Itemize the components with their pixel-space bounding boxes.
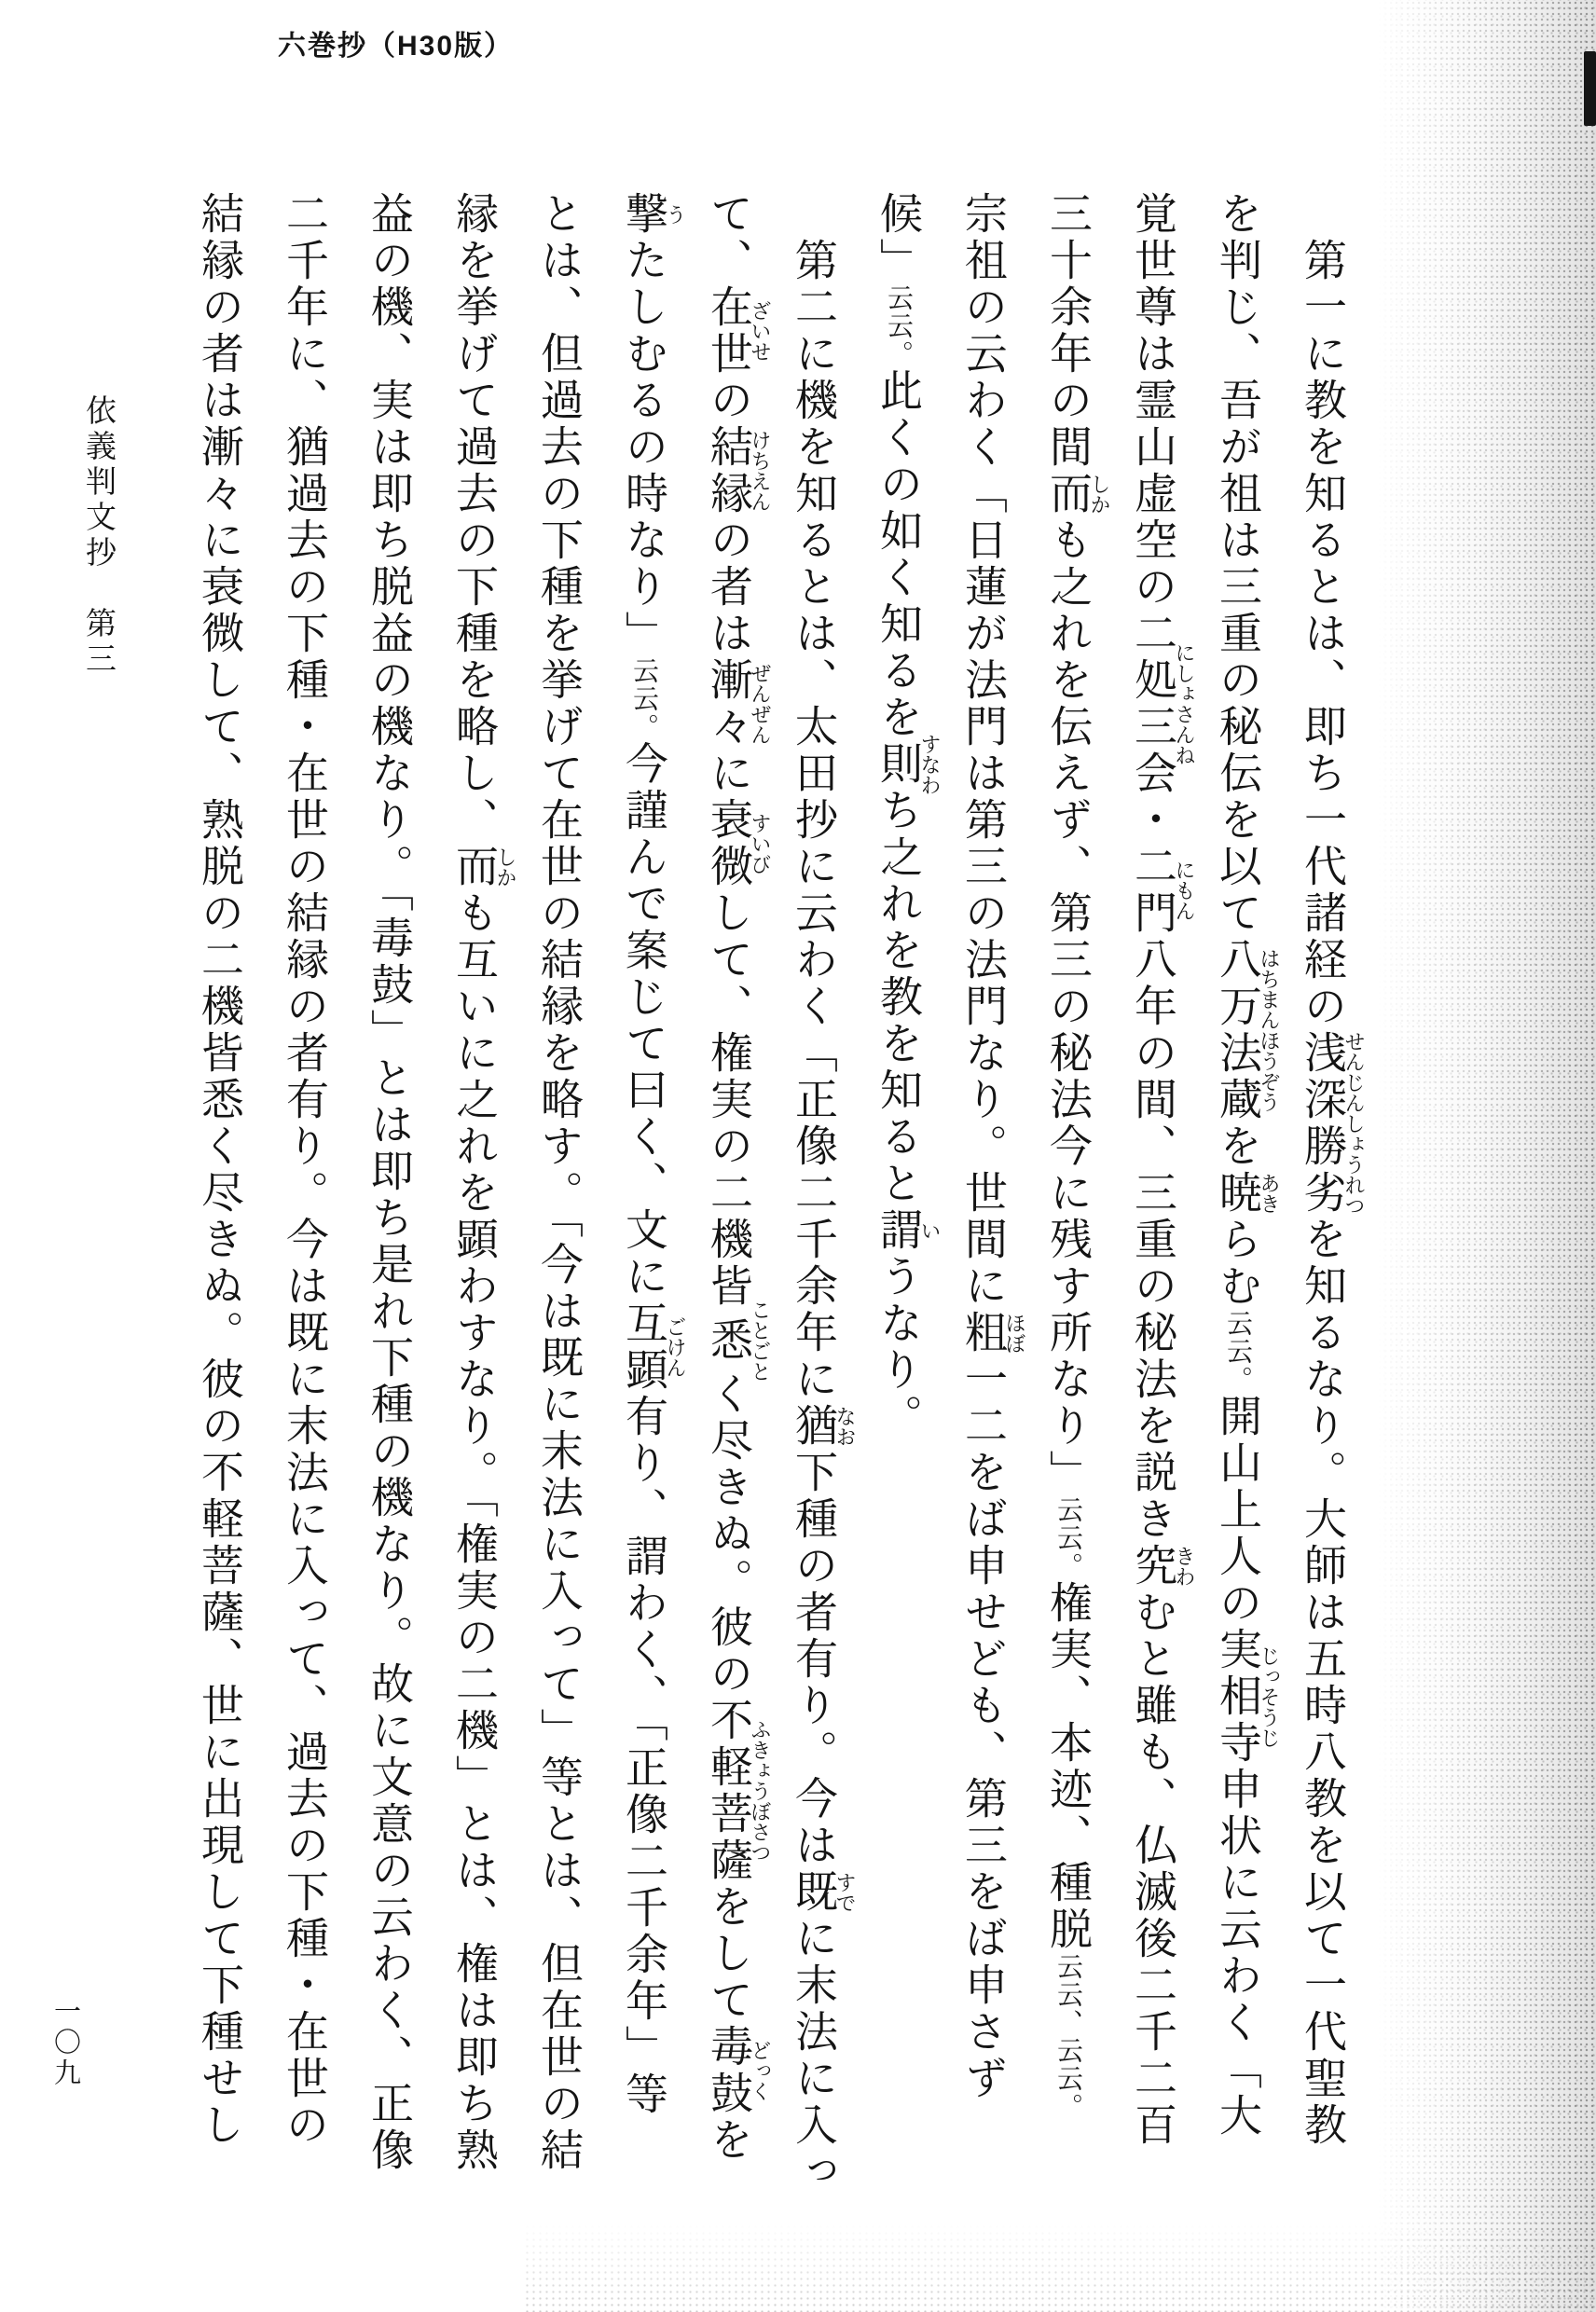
- ruby-annotation: ぜんぜん: [749, 657, 772, 750]
- text-run: うなり。: [874, 1254, 922, 1440]
- text-run: を判じ、吾が祖は三重の秘伝を以て: [1214, 191, 1261, 937]
- ruby-term: 漸々ぜんぜん: [705, 657, 772, 750]
- text-columns: [168, 191, 1365, 2256]
- text-column: [1280, 191, 1365, 2256]
- scan-artifact-black-mark: [1584, 51, 1596, 126]
- ruby-term: 毒鼓どっく: [705, 2024, 772, 2117]
- ruby-term: 不軽菩薩ふきょうぼさつ: [705, 1698, 772, 1884]
- ruby-annotation: すで: [833, 1869, 857, 1916]
- page-number: 一〇九: [50, 1997, 80, 2089]
- text-column: [347, 191, 432, 2256]
- ruby-annotation: い: [918, 1207, 942, 1254]
- text-run: ・: [1129, 797, 1176, 844]
- text-run: むと雖も、仏滅後二千二百: [1129, 1590, 1176, 2149]
- text-run: て、: [705, 191, 752, 284]
- ruby-annotation: じっそうじ: [1258, 1627, 1281, 1767]
- text-run: に: [705, 750, 752, 797]
- text-column: [177, 191, 262, 2256]
- ruby-annotation: しか: [494, 844, 517, 890]
- ruby-term: 謂い: [874, 1207, 942, 1254]
- ruby-term: 実相寺じっそうじ: [1214, 1627, 1281, 1767]
- text-run: 申状に云わく「大: [1214, 1767, 1261, 2140]
- text-run: も之れを伝えず、第三の秘法今に残す所なり」: [1044, 517, 1092, 1496]
- ruby-term: 暁あき: [1214, 1170, 1281, 1217]
- text-run: 此くの如く知るを: [874, 368, 922, 741]
- ruby-annotation: せんじんしょうれつ: [1342, 1030, 1366, 1217]
- text-run: をして: [705, 1884, 752, 2024]
- text-column: [686, 191, 771, 2256]
- ruby-annotation: しか: [1088, 471, 1111, 517]
- text-run: 結縁の者は漸々に衰微して、熟脱の二機皆悉く尽きぬ。彼の不軽菩薩、世に出現して下種せし: [196, 191, 243, 2149]
- text-run: ち之れを教を知ると: [874, 788, 922, 1207]
- ruby-annotation: けちえん: [749, 424, 772, 517]
- text-run: く尽きぬ。彼の: [705, 1371, 752, 1698]
- text-run: 下種の者有り。今は: [790, 1450, 837, 1869]
- small-note: 云云。: [884, 284, 913, 368]
- ruby-term: 而しか: [450, 844, 517, 890]
- small-note: 云云。: [629, 657, 658, 741]
- text-run: 候」: [874, 191, 922, 284]
- ruby-term: 既すで: [790, 1869, 857, 1916]
- text-column: [1195, 191, 1280, 2256]
- ruby-term: 而しか: [1044, 471, 1111, 517]
- text-run: 有り、謂わく、「正像二千余年」等: [620, 1394, 667, 2118]
- ruby-annotation: はちまんほうぞう: [1258, 937, 1281, 1123]
- text-column: [1025, 191, 1110, 2256]
- text-run: も互いに之れを顕わすなり。「権実の二機」とは、権は即ち熟: [450, 890, 498, 2174]
- text-run: を: [1214, 1123, 1261, 1170]
- text-run: 一二をば申せども、第三をば申さず: [959, 1356, 1007, 2102]
- ruby-term: 則すなわ: [874, 734, 942, 795]
- ruby-annotation: なお: [833, 1403, 857, 1450]
- text-column: [856, 191, 941, 2256]
- ruby-annotation: あき: [1258, 1170, 1281, 1217]
- ruby-term: 互顕ごけん: [620, 1300, 687, 1394]
- text-column: [1110, 191, 1195, 2256]
- text-run: たしむるの時なり」: [620, 238, 667, 657]
- ruby-annotation: ふきょうぼさつ: [749, 1698, 772, 1884]
- ruby-annotation: う: [664, 191, 687, 238]
- text-run: の者は: [705, 517, 752, 657]
- text-column: [516, 191, 601, 2256]
- text-run: を: [705, 2117, 752, 2164]
- ruby-term: 衰微すいび: [705, 797, 772, 890]
- page-header: 六巻抄（H30版）: [278, 31, 515, 62]
- text-run: 二千年に、猶過去の下種・在世の結縁の者有り。今は既に末法に入って、過去の下種・在世の: [281, 191, 328, 2149]
- text-run: 縁を挙げて過去の下種を略し、: [450, 191, 498, 844]
- small-note: 云云。: [1223, 1310, 1252, 1394]
- ruby-annotation: すいび: [749, 797, 772, 890]
- text-column: [432, 191, 516, 2256]
- small-note: 云云、云云。: [1053, 1953, 1082, 2121]
- text-run: 開山上人の: [1214, 1394, 1261, 1627]
- text-column: [262, 191, 347, 2256]
- ruby-annotation: どっく: [749, 2024, 772, 2117]
- ruby-annotation: ほぼ: [1003, 1310, 1026, 1356]
- text-run: らむ: [1214, 1217, 1261, 1310]
- ruby-term: 浅深勝劣せんじんしょうれつ: [1299, 1030, 1366, 1217]
- ruby-annotation: ごけん: [664, 1300, 687, 1394]
- ruby-term: 二処三会にしょさんね: [1129, 611, 1196, 797]
- text-run: 宗祖の云わく「日蓮が法門は第三の法門なり。世間に: [959, 191, 1007, 1310]
- ruby-annotation: ことごと: [749, 1300, 772, 1382]
- text-run: 今謹んで案じて曰く、文に: [620, 741, 667, 1300]
- text-run: 三十余年の間: [1044, 191, 1092, 471]
- text-run: して、権実の二機皆: [705, 890, 752, 1310]
- ruby-annotation: にしょさんね: [1173, 611, 1196, 797]
- scan-noise-right: [1377, 0, 1596, 2312]
- text-run: を知るなり。大師は五時八教を以て一代聖教: [1299, 1217, 1346, 2149]
- ruby-term: 結縁けちえん: [705, 424, 772, 517]
- text-column: [771, 191, 856, 2256]
- ruby-term: 在世ざいせ: [705, 284, 772, 378]
- text-column: [601, 191, 686, 2256]
- ruby-term: 八万法蔵はちまんほうぞう: [1214, 937, 1281, 1123]
- ruby-annotation: すなわ: [918, 734, 942, 795]
- text-run: の: [705, 378, 752, 424]
- text-run: 覚世尊は霊山虚空の: [1129, 191, 1176, 611]
- ruby-term: 二門にもん: [1129, 844, 1196, 937]
- running-title: 依義判文抄 第三: [81, 394, 115, 678]
- small-note: 云云。: [1053, 1496, 1082, 1580]
- text-run: とは、但過去の下種を挙げて在世の結縁を略す。「今は既に末法に入って」等とは、但在世の結: [535, 191, 583, 2174]
- ruby-term: 猶なお: [790, 1403, 857, 1450]
- ruby-annotation: きわ: [1173, 1543, 1196, 1590]
- text-run: に末法に入っ: [790, 1916, 837, 2195]
- ruby-term: 粗ほぼ: [959, 1310, 1026, 1356]
- ruby-term: 撃う: [620, 191, 687, 238]
- text-run: 第二に機を知るとは、太田抄に云わく「正像二千余年に: [790, 238, 837, 1403]
- text-run: 権実、本迹、種脱: [1044, 1580, 1092, 1953]
- ruby-annotation: にもん: [1173, 844, 1196, 937]
- text-run: 第一に教を知るとは、即ち一代諸経の: [1299, 238, 1346, 1030]
- ruby-term: 究きわ: [1129, 1543, 1196, 1590]
- ruby-annotation: ざいせ: [749, 284, 772, 378]
- text-column: [941, 191, 1025, 2256]
- text-run: 八年の間、三重の秘法を説き: [1129, 937, 1176, 1543]
- text-run: 益の機、実は即ち脱益の機なり。「毒鼓」とは即ち是れ下種の機なり。故に文意の云わく、正像: [365, 191, 413, 2174]
- ruby-term: 悉ことごと: [705, 1300, 772, 1382]
